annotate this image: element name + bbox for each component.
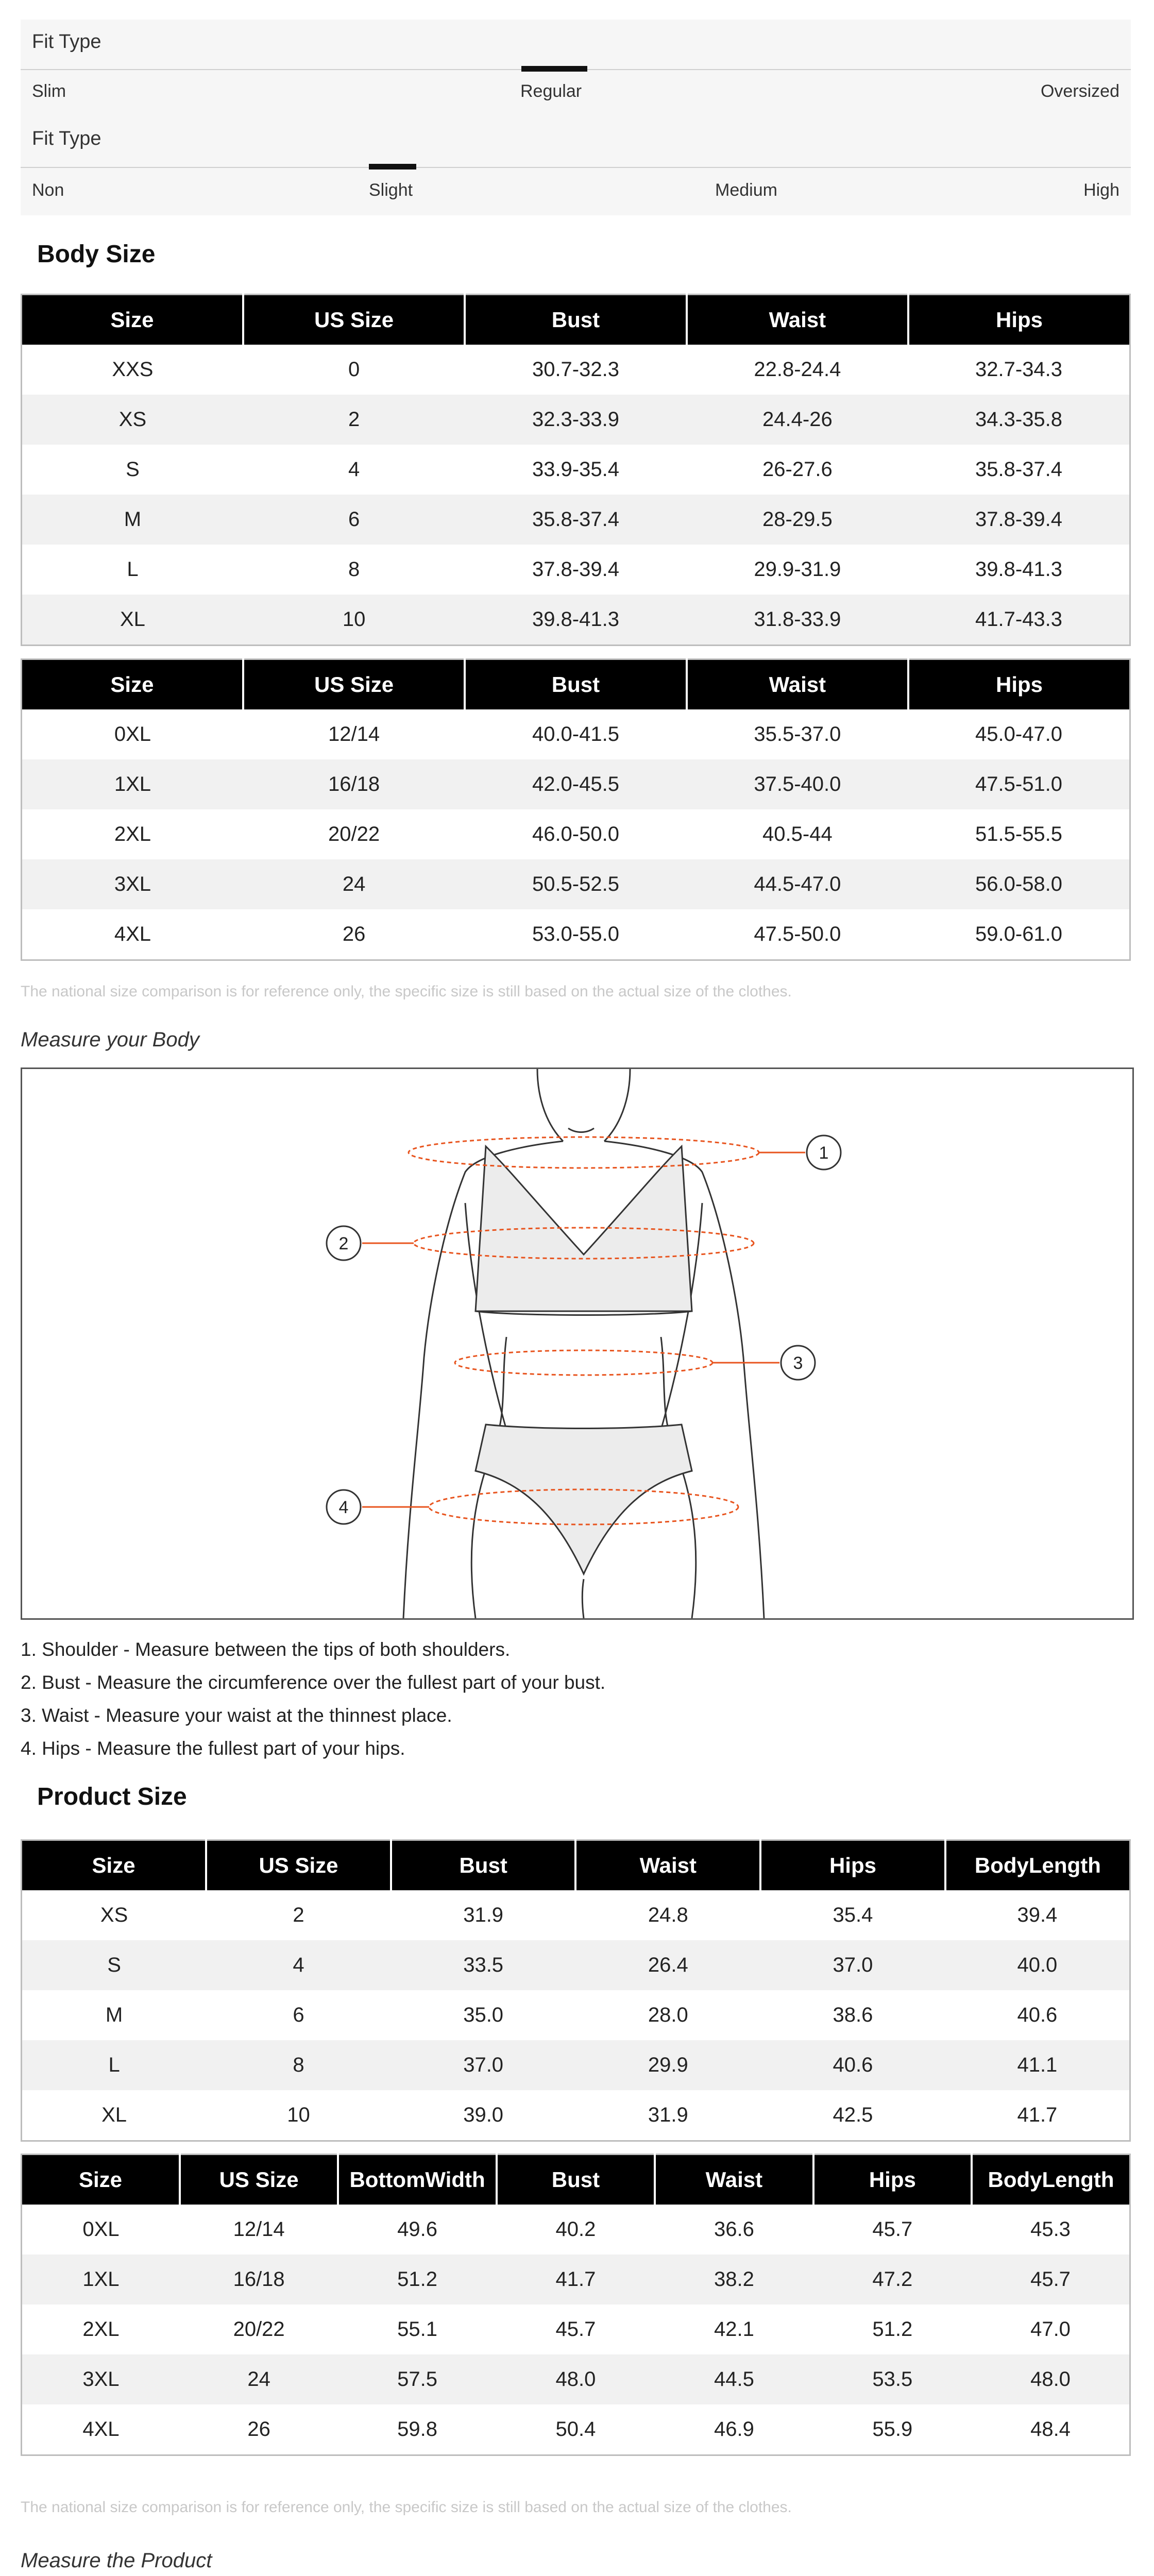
body-size-table [21, 294, 1131, 646]
cell: 39.4 [1017, 1904, 1058, 1926]
cell: 39.8-41.3 [465, 595, 686, 646]
cell: 40.6 [1017, 2004, 1058, 2026]
cell: 37.0 [391, 2040, 576, 2090]
cell: 39.8-41.3 [975, 558, 1063, 581]
cell: 49.6 [397, 2218, 437, 2241]
table-row [22, 595, 1130, 646]
cell: 12/14 [233, 2218, 285, 2241]
measure-product-caption: Measure the Product [21, 2549, 212, 2572]
cell: XS [100, 1904, 128, 1926]
cell: 47.0 [1030, 2318, 1071, 2341]
cell: 28-29.5 [687, 495, 908, 545]
table-row [22, 759, 1130, 809]
cell: 0XL [114, 723, 151, 745]
col-header: Size [22, 2155, 180, 2205]
cell: 40.5-44 [762, 823, 833, 845]
marker-label: 3 [793, 1353, 803, 1373]
col-header: BodyLength [945, 1840, 1130, 1891]
cell: 34.3-35.8 [908, 395, 1130, 445]
cell: 36.6 [714, 2218, 754, 2241]
cell: 4 [206, 1940, 391, 1990]
fit-type-selected-marker [369, 164, 416, 170]
cell: XXS [112, 358, 154, 381]
body-size-plus-table [21, 658, 1131, 961]
cell: 29.9-31.9 [754, 558, 841, 581]
cell: 33.5 [391, 1940, 576, 1990]
cell: 53.0-55.0 [532, 923, 619, 945]
cell: 29.9 [575, 2040, 760, 2090]
table-row [22, 2354, 1130, 2404]
table-row [22, 2205, 1130, 2255]
table-row [22, 709, 1130, 759]
col-header: Waist [655, 2155, 813, 2205]
cell: 35.8-37.4 [465, 495, 686, 545]
cell: 51.2 [338, 2255, 496, 2304]
cell: 33.9-35.4 [532, 458, 619, 481]
col-header: Size [22, 659, 243, 710]
cell: 35.5-37.0 [754, 723, 841, 745]
instruction-item: 2. Bust - Measure the circumference over the fullest part of your bust. [21, 1672, 606, 1693]
cell: 8 [348, 558, 360, 581]
fit-option-medium: Medium [715, 180, 777, 200]
fit-option-slight: Slight [369, 180, 413, 200]
cell: 8 [206, 2040, 391, 2090]
col-header: Hips [908, 659, 1130, 710]
product-size-table [21, 1839, 1131, 2142]
col-header: Hips [760, 1840, 945, 1891]
cell: 45.0-47.0 [975, 723, 1063, 745]
cell: 37.8-39.4 [532, 558, 619, 581]
col-header: Bust [391, 1840, 576, 1891]
fit-option-slim: Slim [32, 81, 66, 101]
cell: 38.6 [833, 2004, 873, 2026]
col-header: BodyLength [972, 2155, 1130, 2205]
fit-type-title: Fit Type [32, 128, 101, 149]
cell: 45.3 [1030, 2218, 1071, 2241]
table-row [22, 445, 1130, 495]
cell: 20/22 [328, 823, 380, 845]
cell: 44.5-47.0 [687, 859, 908, 909]
cell: 28.0 [648, 2004, 688, 2026]
cell: 0 [348, 358, 360, 381]
cell: 50.5-52.5 [465, 859, 686, 909]
fit-type-selected-marker [521, 66, 587, 72]
cell: 26 [247, 2418, 270, 2441]
col-header: Bust [465, 295, 686, 345]
cell: 42.1 [714, 2318, 754, 2341]
fit-option-oversized: Oversized [1040, 81, 1119, 101]
col-header: US Size [243, 295, 465, 345]
cell: 41.1 [945, 2040, 1130, 2090]
cell: 40.0 [945, 1940, 1130, 1990]
cell: 26.4 [575, 1940, 760, 1990]
cell: XL [22, 595, 243, 646]
cell: 2XL [82, 2318, 120, 2341]
cell: 39.0 [463, 2104, 504, 2126]
cell: 47.5-50.0 [754, 923, 841, 945]
col-header: Hips [813, 2155, 972, 2205]
cell: XS [22, 395, 243, 445]
table-row [22, 1890, 1130, 1940]
cell: 10 [243, 595, 465, 646]
body-size-heading: Body Size [37, 241, 156, 268]
cell: 4 [348, 458, 360, 481]
cell: 57.5 [338, 2354, 496, 2404]
table-row [22, 859, 1130, 909]
table-row [22, 1990, 1130, 2040]
cell: 37.5-40.0 [687, 759, 908, 809]
cell: 32.3-33.9 [465, 395, 686, 445]
fit-option-high: High [1083, 180, 1119, 200]
instruction-item: 1. Shoulder - Measure between the tips of both shoulders. [21, 1639, 511, 1660]
instruction-item: 3. Waist - Measure your waist at the thinnest place. [21, 1705, 452, 1726]
cell: 50.4 [555, 2418, 596, 2441]
cell: 2 [293, 1904, 304, 1926]
body-figure [22, 1069, 1132, 1618]
cell: 2XL [114, 823, 151, 845]
cell: 16/18 [243, 759, 465, 809]
col-header: Size [22, 295, 243, 345]
cell: 20/22 [233, 2318, 285, 2341]
cell: L [22, 2040, 207, 2090]
cell: S [22, 1940, 207, 1990]
table-row [22, 2255, 1130, 2304]
product-size-plus-table [21, 2154, 1131, 2456]
cell: 35.4 [833, 1904, 873, 1926]
cell: 42.5 [833, 2104, 873, 2126]
cell: 22.8-24.4 [754, 358, 841, 381]
col-header: Hips [908, 295, 1130, 345]
col-header: US Size [206, 1840, 391, 1891]
cell: 38.2 [655, 2255, 813, 2304]
cell: 24.8 [648, 1904, 688, 1926]
marker-label: 2 [338, 1234, 349, 1253]
cell: 59.8 [397, 2418, 437, 2441]
cell: 44.5 [655, 2354, 813, 2404]
table-row [22, 909, 1130, 960]
col-header: Waist [575, 1840, 760, 1891]
fit-type-scale-line [21, 167, 1131, 168]
measure-body-caption: Measure your Body [21, 1028, 199, 1051]
cell: 24 [243, 859, 465, 909]
cell: 47.5-51.0 [908, 759, 1130, 809]
cell: 37.0 [760, 1940, 945, 1990]
table-row [22, 545, 1130, 595]
table-row [22, 2090, 1130, 2141]
table-row [22, 2304, 1130, 2354]
cell: 32.7-34.3 [975, 358, 1063, 381]
fit-type-panel [21, 20, 1131, 215]
cell: 35.8-37.4 [975, 458, 1063, 481]
col-header: Waist [687, 659, 908, 710]
cell: 59.0-61.0 [975, 923, 1063, 945]
table-row [22, 1940, 1130, 1990]
marker-label: 4 [338, 1498, 349, 1517]
cell: 24 [180, 2354, 338, 2404]
instruction-item: 4. Hips - Measure the fullest part of your hips. [21, 1738, 405, 1759]
cell: 16/18 [180, 2255, 338, 2304]
cell: 0XL [82, 2218, 120, 2241]
cell: 46.0-50.0 [532, 823, 619, 845]
cell: 1XL [22, 2255, 180, 2304]
cell: 26 [342, 923, 366, 945]
cell: 47.2 [813, 2255, 972, 2304]
col-header: Waist [687, 295, 908, 345]
cell: 3XL [22, 859, 243, 909]
cell: 51.5-55.5 [975, 823, 1063, 845]
cell: 3XL [22, 2354, 180, 2404]
cell: 40.6 [760, 2040, 945, 2090]
col-header: US Size [243, 659, 465, 710]
cell: 41.7 [1017, 2104, 1058, 2126]
cell: 6 [293, 2004, 304, 2026]
cell: 24.4-26 [687, 395, 908, 445]
cell: 55.9 [872, 2418, 913, 2441]
cell: 31.8-33.9 [687, 595, 908, 646]
cell: XL [101, 2104, 127, 2126]
cell: 6 [243, 495, 465, 545]
fit-option-non: Non [32, 180, 64, 200]
cell: 53.5 [813, 2354, 972, 2404]
cell: 56.0-58.0 [908, 859, 1130, 909]
cell: M [22, 495, 243, 545]
col-header: Bust [497, 2155, 655, 2205]
cell: 31.9 [648, 2104, 688, 2126]
body-measure-illustration [21, 1067, 1134, 1620]
cell: 4XL [114, 923, 151, 945]
col-header: Bust [465, 659, 686, 710]
cell: S [126, 458, 140, 481]
fit-type-title: Fit Type [32, 31, 101, 53]
cell: 37.8-39.4 [908, 495, 1130, 545]
reference-note: The national size comparison is for reference only, the specific size is still based on the actual size of the clothes. [21, 983, 792, 1000]
cell: 35.0 [463, 2004, 504, 2026]
cell: 46.9 [714, 2418, 754, 2441]
col-header: Size [22, 1840, 207, 1891]
table-row [22, 345, 1130, 395]
reference-note: The national size comparison is for reference only, the specific size is still based on the actual size of the clothes. [21, 2499, 792, 2516]
table-row [22, 809, 1130, 859]
cell: 45.7 [872, 2218, 913, 2241]
cell: 51.2 [872, 2318, 913, 2341]
cell: 41.7-43.3 [908, 595, 1130, 646]
cell: 2 [243, 395, 465, 445]
cell: L [127, 558, 139, 581]
marker-label: 1 [819, 1143, 829, 1163]
cell: 40.0-41.5 [532, 723, 619, 745]
cell: 42.0-45.5 [465, 759, 686, 809]
col-header: US Size [180, 2155, 338, 2205]
fit-option-regular: Regular [520, 81, 582, 101]
cell: 4XL [82, 2418, 120, 2441]
cell: 48.0 [972, 2354, 1130, 2404]
cell: 40.2 [555, 2218, 596, 2241]
product-size-heading: Product Size [37, 1783, 187, 1810]
table-row [22, 2404, 1130, 2455]
table-row [22, 495, 1130, 545]
cell: 31.9 [463, 1904, 504, 1926]
cell: 55.1 [397, 2318, 437, 2341]
cell: 10 [287, 2104, 310, 2126]
body-measure-instructions [21, 1633, 605, 1765]
cell: 45.7 [555, 2318, 596, 2341]
cell: 12/14 [328, 723, 380, 745]
cell: M [105, 2004, 123, 2026]
table-row [22, 395, 1130, 445]
cell: 48.4 [1030, 2418, 1071, 2441]
table-row [22, 2040, 1130, 2090]
col-header: BottomWidth [338, 2155, 496, 2205]
cell: 41.7 [497, 2255, 655, 2304]
cell: 30.7-32.3 [532, 358, 619, 381]
cell: 45.7 [972, 2255, 1130, 2304]
cell: 48.0 [497, 2354, 655, 2404]
cell: 1XL [22, 759, 243, 809]
cell: 26-27.6 [762, 458, 833, 481]
